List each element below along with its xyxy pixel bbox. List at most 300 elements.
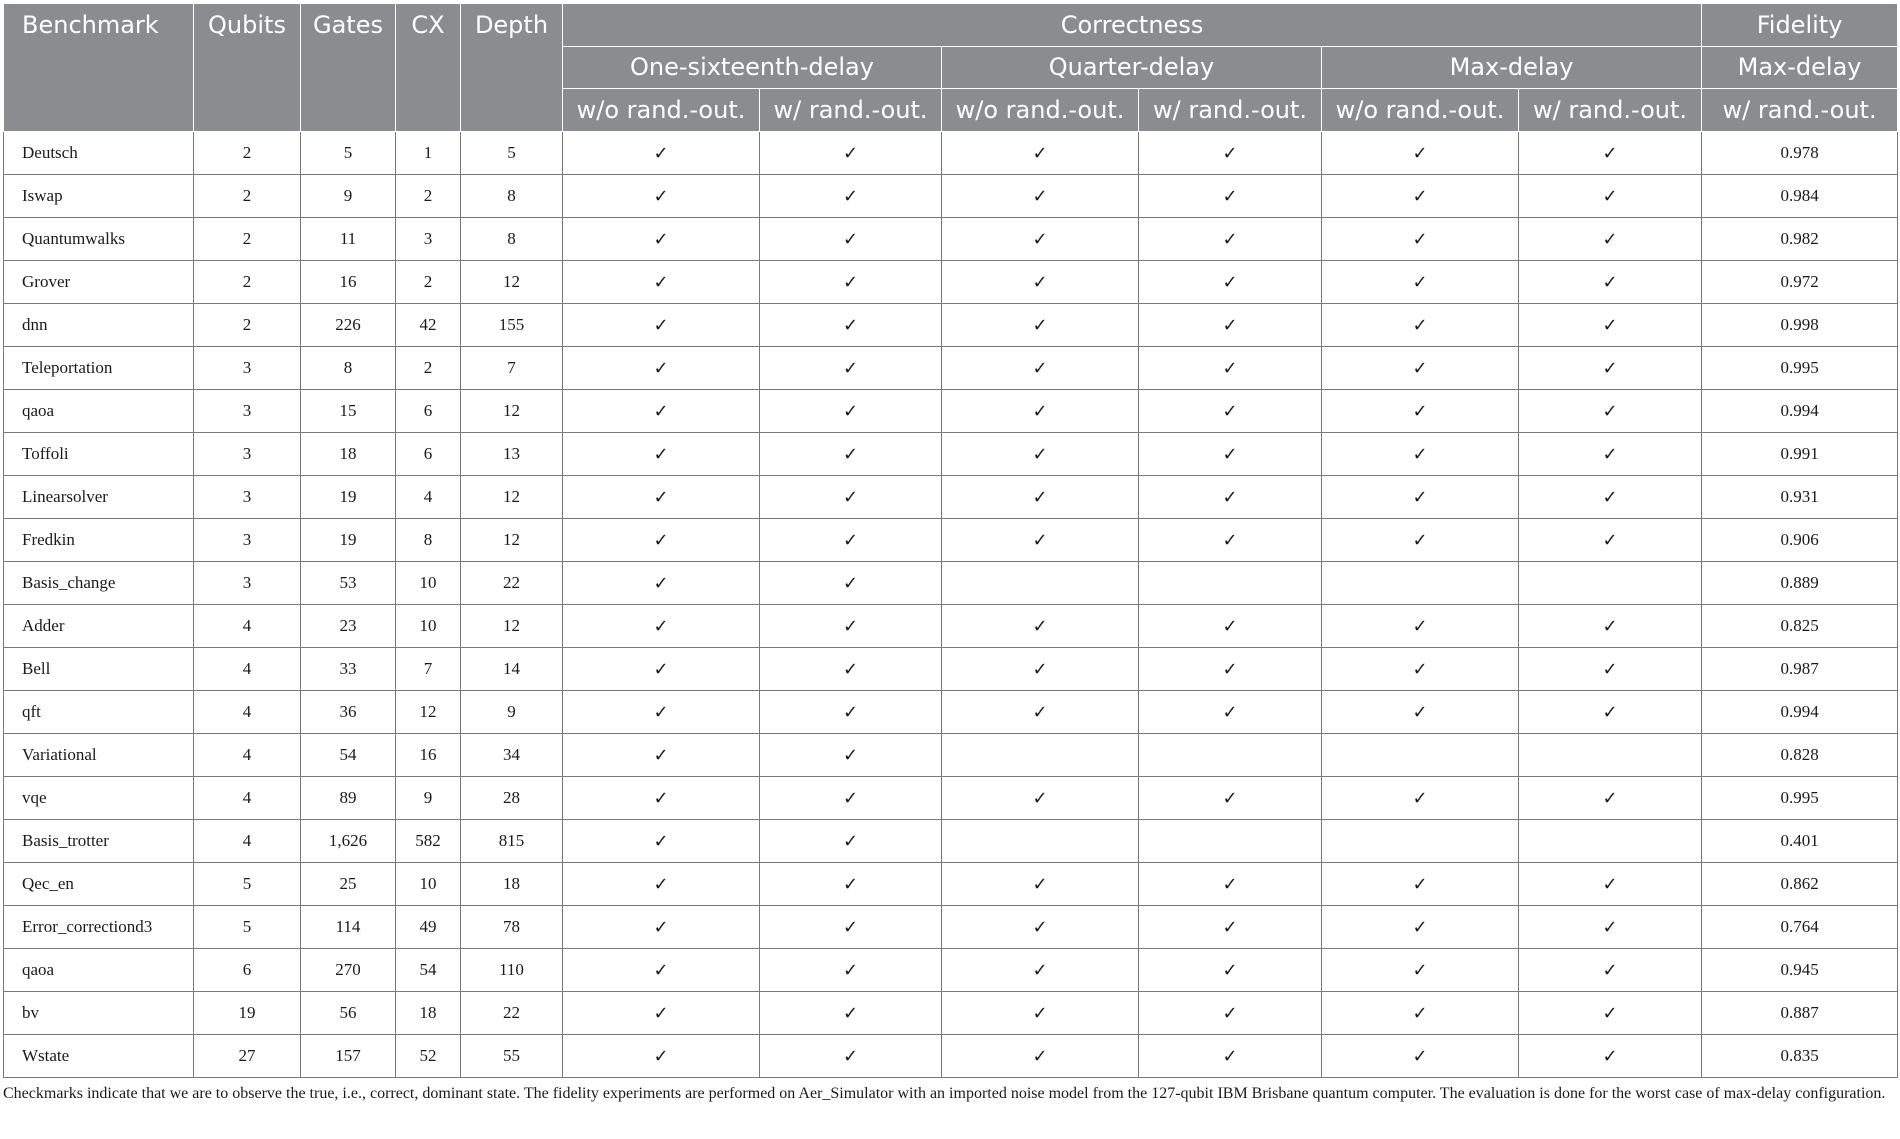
checkmark-icon: ✓ bbox=[1519, 390, 1702, 433]
table-row bbox=[4, 562, 1898, 605]
cell-benchmark: Basis_trotter bbox=[4, 820, 194, 863]
empty-cell bbox=[1139, 562, 1322, 605]
cell-benchmark: Basis_change bbox=[4, 562, 194, 605]
cell-benchmark: Linearsolver bbox=[4, 476, 194, 519]
cell-qubits: 2 bbox=[194, 175, 301, 218]
checkmark-icon: ✓ bbox=[760, 605, 942, 648]
cell-fidelity: 0.835 bbox=[1702, 1035, 1898, 1078]
cell-qubits: 3 bbox=[194, 562, 301, 605]
header-qubits: Qubits bbox=[194, 4, 301, 132]
cell-depth: 34 bbox=[461, 734, 563, 777]
cell-cx: 54 bbox=[396, 949, 461, 992]
cell-cx: 49 bbox=[396, 906, 461, 949]
cell-depth: 110 bbox=[461, 949, 563, 992]
checkmark-icon: ✓ bbox=[942, 304, 1139, 347]
header-group-quarter-delay: Quarter-delay bbox=[942, 47, 1322, 89]
cell-gates: 25 bbox=[301, 863, 396, 906]
checkmark-icon: ✓ bbox=[1139, 648, 1322, 691]
checkmark-icon: ✓ bbox=[760, 476, 942, 519]
checkmark-icon: ✓ bbox=[1519, 777, 1702, 820]
cell-benchmark: Variational bbox=[4, 734, 194, 777]
header-subcol: w/ rand.-out. bbox=[1519, 89, 1702, 132]
header-subcol: w/ rand.-out. bbox=[760, 89, 942, 132]
cell-qubits: 2 bbox=[194, 218, 301, 261]
cell-gates: 19 bbox=[301, 519, 396, 562]
cell-fidelity: 0.972 bbox=[1702, 261, 1898, 304]
cell-cx: 42 bbox=[396, 304, 461, 347]
checkmark-icon: ✓ bbox=[1139, 519, 1322, 562]
checkmark-icon: ✓ bbox=[1139, 1035, 1322, 1078]
cell-cx: 10 bbox=[396, 863, 461, 906]
cell-depth: 8 bbox=[461, 175, 563, 218]
header-depth: Depth bbox=[461, 4, 563, 132]
checkmark-icon: ✓ bbox=[942, 949, 1139, 992]
cell-fidelity: 0.995 bbox=[1702, 777, 1898, 820]
checkmark-icon: ✓ bbox=[760, 820, 942, 863]
table-row bbox=[4, 648, 1898, 691]
cell-depth: 12 bbox=[461, 476, 563, 519]
cell-fidelity: 0.401 bbox=[1702, 820, 1898, 863]
checkmark-icon: ✓ bbox=[563, 519, 760, 562]
cell-cx: 8 bbox=[396, 519, 461, 562]
cell-qubits: 4 bbox=[194, 691, 301, 734]
empty-cell bbox=[1139, 734, 1322, 777]
checkmark-icon: ✓ bbox=[1519, 304, 1702, 347]
cell-benchmark: qaoa bbox=[4, 390, 194, 433]
checkmark-icon: ✓ bbox=[1322, 347, 1519, 390]
cell-benchmark: vqe bbox=[4, 777, 194, 820]
cell-fidelity: 0.825 bbox=[1702, 605, 1898, 648]
cell-cx: 1 bbox=[396, 132, 461, 175]
header-subcol: w/o rand.-out. bbox=[942, 89, 1139, 132]
checkmark-icon: ✓ bbox=[1322, 992, 1519, 1035]
checkmark-icon: ✓ bbox=[942, 1035, 1139, 1078]
checkmark-icon: ✓ bbox=[563, 691, 760, 734]
checkmark-icon: ✓ bbox=[1139, 691, 1322, 734]
checkmark-icon: ✓ bbox=[760, 691, 942, 734]
checkmark-icon: ✓ bbox=[1139, 906, 1322, 949]
checkmark-icon: ✓ bbox=[563, 476, 760, 519]
cell-qubits: 4 bbox=[194, 605, 301, 648]
checkmark-icon: ✓ bbox=[1322, 433, 1519, 476]
checkmark-icon: ✓ bbox=[563, 261, 760, 304]
cell-qubits: 6 bbox=[194, 949, 301, 992]
results-table-container bbox=[3, 3, 1897, 1078]
checkmark-icon: ✓ bbox=[1519, 605, 1702, 648]
checkmark-icon: ✓ bbox=[1519, 949, 1702, 992]
checkmark-icon: ✓ bbox=[1322, 648, 1519, 691]
table-row bbox=[4, 777, 1898, 820]
cell-fidelity: 0.978 bbox=[1702, 132, 1898, 175]
checkmark-icon: ✓ bbox=[563, 949, 760, 992]
cell-fidelity: 0.906 bbox=[1702, 519, 1898, 562]
checkmark-icon: ✓ bbox=[1322, 777, 1519, 820]
cell-qubits: 3 bbox=[194, 347, 301, 390]
checkmark-icon: ✓ bbox=[760, 218, 942, 261]
checkmark-icon: ✓ bbox=[1322, 605, 1519, 648]
checkmark-icon: ✓ bbox=[563, 992, 760, 1035]
cell-cx: 4 bbox=[396, 476, 461, 519]
cell-cx: 7 bbox=[396, 648, 461, 691]
cell-benchmark: Fredkin bbox=[4, 519, 194, 562]
cell-fidelity: 0.987 bbox=[1702, 648, 1898, 691]
checkmark-icon: ✓ bbox=[942, 992, 1139, 1035]
cell-depth: 12 bbox=[461, 261, 563, 304]
checkmark-icon: ✓ bbox=[942, 433, 1139, 476]
cell-qubits: 2 bbox=[194, 261, 301, 304]
cell-depth: 12 bbox=[461, 605, 563, 648]
checkmark-icon: ✓ bbox=[1139, 433, 1322, 476]
checkmark-icon: ✓ bbox=[760, 562, 942, 605]
checkmark-icon: ✓ bbox=[1519, 175, 1702, 218]
table-row bbox=[4, 906, 1898, 949]
cell-gates: 157 bbox=[301, 1035, 396, 1078]
checkmark-icon: ✓ bbox=[942, 648, 1139, 691]
checkmark-icon: ✓ bbox=[942, 691, 1139, 734]
checkmark-icon: ✓ bbox=[942, 476, 1139, 519]
cell-benchmark: Toffoli bbox=[4, 433, 194, 476]
checkmark-icon: ✓ bbox=[1519, 1035, 1702, 1078]
table-row bbox=[4, 304, 1898, 347]
cell-qubits: 2 bbox=[194, 304, 301, 347]
cell-cx: 582 bbox=[396, 820, 461, 863]
cell-fidelity: 0.828 bbox=[1702, 734, 1898, 777]
cell-fidelity: 0.994 bbox=[1702, 390, 1898, 433]
cell-depth: 22 bbox=[461, 562, 563, 605]
header-subcol: w/ rand.-out. bbox=[1139, 89, 1322, 132]
cell-fidelity: 0.862 bbox=[1702, 863, 1898, 906]
checkmark-icon: ✓ bbox=[1139, 132, 1322, 175]
checkmark-icon: ✓ bbox=[1519, 261, 1702, 304]
cell-cx: 12 bbox=[396, 691, 461, 734]
cell-gates: 226 bbox=[301, 304, 396, 347]
checkmark-icon: ✓ bbox=[1322, 132, 1519, 175]
checkmark-icon: ✓ bbox=[1322, 304, 1519, 347]
cell-qubits: 3 bbox=[194, 519, 301, 562]
checkmark-icon: ✓ bbox=[1139, 218, 1322, 261]
empty-cell bbox=[942, 820, 1139, 863]
cell-gates: 15 bbox=[301, 390, 396, 433]
cell-benchmark: Quantumwalks bbox=[4, 218, 194, 261]
empty-cell bbox=[1519, 820, 1702, 863]
cell-qubits: 4 bbox=[194, 734, 301, 777]
checkmark-icon: ✓ bbox=[1322, 949, 1519, 992]
checkmark-icon: ✓ bbox=[760, 390, 942, 433]
cell-benchmark: dnn bbox=[4, 304, 194, 347]
checkmark-icon: ✓ bbox=[760, 734, 942, 777]
checkmark-icon: ✓ bbox=[760, 347, 942, 390]
header-subcol: w/o rand.-out. bbox=[563, 89, 760, 132]
cell-depth: 12 bbox=[461, 519, 563, 562]
checkmark-icon: ✓ bbox=[942, 390, 1139, 433]
checkmark-icon: ✓ bbox=[1322, 218, 1519, 261]
cell-cx: 10 bbox=[396, 562, 461, 605]
cell-fidelity: 0.995 bbox=[1702, 347, 1898, 390]
cell-depth: 7 bbox=[461, 347, 563, 390]
checkmark-icon: ✓ bbox=[563, 863, 760, 906]
cell-fidelity: 0.931 bbox=[1702, 476, 1898, 519]
checkmark-icon: ✓ bbox=[563, 175, 760, 218]
cell-gates: 33 bbox=[301, 648, 396, 691]
checkmark-icon: ✓ bbox=[1322, 1035, 1519, 1078]
checkmark-icon: ✓ bbox=[563, 347, 760, 390]
checkmark-icon: ✓ bbox=[760, 949, 942, 992]
cell-benchmark: Deutsch bbox=[4, 132, 194, 175]
cell-depth: 78 bbox=[461, 906, 563, 949]
checkmark-icon: ✓ bbox=[942, 906, 1139, 949]
checkmark-icon: ✓ bbox=[942, 218, 1139, 261]
checkmark-icon: ✓ bbox=[760, 519, 942, 562]
cell-depth: 9 bbox=[461, 691, 563, 734]
cell-benchmark: qaoa bbox=[4, 949, 194, 992]
checkmark-icon: ✓ bbox=[563, 218, 760, 261]
table-header bbox=[4, 4, 1898, 132]
cell-qubits: 4 bbox=[194, 648, 301, 691]
checkmark-icon: ✓ bbox=[760, 906, 942, 949]
table-row bbox=[4, 433, 1898, 476]
checkmark-icon: ✓ bbox=[760, 777, 942, 820]
cell-gates: 23 bbox=[301, 605, 396, 648]
cell-gates: 8 bbox=[301, 347, 396, 390]
table-row bbox=[4, 992, 1898, 1035]
checkmark-icon: ✓ bbox=[563, 777, 760, 820]
cell-depth: 155 bbox=[461, 304, 563, 347]
checkmark-icon: ✓ bbox=[760, 175, 942, 218]
table-row bbox=[4, 820, 1898, 863]
checkmark-icon: ✓ bbox=[563, 820, 760, 863]
cell-qubits: 3 bbox=[194, 476, 301, 519]
checkmark-icon: ✓ bbox=[563, 605, 760, 648]
cell-cx: 3 bbox=[396, 218, 461, 261]
cell-gates: 16 bbox=[301, 261, 396, 304]
checkmark-icon: ✓ bbox=[563, 390, 760, 433]
checkmark-icon: ✓ bbox=[1519, 218, 1702, 261]
checkmark-icon: ✓ bbox=[1322, 691, 1519, 734]
cell-depth: 55 bbox=[461, 1035, 563, 1078]
checkmark-icon: ✓ bbox=[1322, 519, 1519, 562]
table-row bbox=[4, 863, 1898, 906]
checkmark-icon: ✓ bbox=[760, 304, 942, 347]
cell-cx: 9 bbox=[396, 777, 461, 820]
cell-depth: 18 bbox=[461, 863, 563, 906]
table-row bbox=[4, 949, 1898, 992]
checkmark-icon: ✓ bbox=[563, 433, 760, 476]
cell-benchmark: bv bbox=[4, 992, 194, 1035]
cell-fidelity: 0.982 bbox=[1702, 218, 1898, 261]
cell-benchmark: Teleportation bbox=[4, 347, 194, 390]
cell-cx: 16 bbox=[396, 734, 461, 777]
table-row bbox=[4, 519, 1898, 562]
checkmark-icon: ✓ bbox=[1139, 863, 1322, 906]
cell-cx: 2 bbox=[396, 347, 461, 390]
table-footnote: Checkmarks indicate that we are to observe the true, i.e., correct, dominant state. The fidelity experiments are performed on Aer_Simulator with an imported noise model from the 127-qubit IBM Brisbane quantum computer. The evaluation is done for the worst case of max-delay configuration. bbox=[3, 1085, 1886, 1102]
checkmark-icon: ✓ bbox=[563, 304, 760, 347]
checkmark-icon: ✓ bbox=[942, 175, 1139, 218]
cell-benchmark: Error_correctiond3 bbox=[4, 906, 194, 949]
table-row bbox=[4, 218, 1898, 261]
cell-depth: 5 bbox=[461, 132, 563, 175]
cell-depth: 8 bbox=[461, 218, 563, 261]
empty-cell bbox=[1322, 820, 1519, 863]
checkmark-icon: ✓ bbox=[760, 261, 942, 304]
cell-cx: 6 bbox=[396, 433, 461, 476]
header-subcol: w/o rand.-out. bbox=[1322, 89, 1519, 132]
cell-qubits: 27 bbox=[194, 1035, 301, 1078]
checkmark-icon: ✓ bbox=[760, 132, 942, 175]
cell-depth: 13 bbox=[461, 433, 563, 476]
cell-gates: 270 bbox=[301, 949, 396, 992]
checkmark-icon: ✓ bbox=[563, 734, 760, 777]
empty-cell bbox=[1519, 734, 1702, 777]
checkmark-icon: ✓ bbox=[942, 777, 1139, 820]
cell-qubits: 5 bbox=[194, 863, 301, 906]
checkmark-icon: ✓ bbox=[1139, 390, 1322, 433]
table-row bbox=[4, 1035, 1898, 1078]
cell-cx: 18 bbox=[396, 992, 461, 1035]
cell-gates: 5 bbox=[301, 132, 396, 175]
cell-benchmark: qft bbox=[4, 691, 194, 734]
cell-fidelity: 0.998 bbox=[1702, 304, 1898, 347]
cell-gates: 36 bbox=[301, 691, 396, 734]
checkmark-icon: ✓ bbox=[1139, 992, 1322, 1035]
checkmark-icon: ✓ bbox=[942, 519, 1139, 562]
cell-depth: 12 bbox=[461, 390, 563, 433]
cell-gates: 114 bbox=[301, 906, 396, 949]
checkmark-icon: ✓ bbox=[1322, 261, 1519, 304]
checkmark-icon: ✓ bbox=[1322, 175, 1519, 218]
checkmark-icon: ✓ bbox=[1519, 906, 1702, 949]
checkmark-icon: ✓ bbox=[1519, 992, 1702, 1035]
table-row bbox=[4, 734, 1898, 777]
checkmark-icon: ✓ bbox=[1139, 476, 1322, 519]
header-benchmark: Benchmark bbox=[4, 4, 194, 132]
checkmark-icon: ✓ bbox=[942, 132, 1139, 175]
empty-cell bbox=[942, 734, 1139, 777]
checkmark-icon: ✓ bbox=[1139, 949, 1322, 992]
cell-benchmark: Adder bbox=[4, 605, 194, 648]
checkmark-icon: ✓ bbox=[760, 863, 942, 906]
checkmark-icon: ✓ bbox=[1519, 476, 1702, 519]
header-group-one-sixteenth-delay: One-sixteenth-delay bbox=[563, 47, 942, 89]
table-row bbox=[4, 476, 1898, 519]
cell-fidelity: 0.889 bbox=[1702, 562, 1898, 605]
cell-qubits: 5 bbox=[194, 906, 301, 949]
checkmark-icon: ✓ bbox=[760, 1035, 942, 1078]
cell-fidelity: 0.984 bbox=[1702, 175, 1898, 218]
checkmark-icon: ✓ bbox=[1139, 261, 1322, 304]
cell-gates: 53 bbox=[301, 562, 396, 605]
cell-benchmark: Grover bbox=[4, 261, 194, 304]
checkmark-icon: ✓ bbox=[563, 906, 760, 949]
checkmark-icon: ✓ bbox=[1139, 175, 1322, 218]
table-row bbox=[4, 175, 1898, 218]
table-row bbox=[4, 132, 1898, 175]
empty-cell bbox=[1519, 562, 1702, 605]
header-fidelity: Fidelity bbox=[1702, 4, 1898, 47]
cell-gates: 9 bbox=[301, 175, 396, 218]
table-row bbox=[4, 261, 1898, 304]
checkmark-icon: ✓ bbox=[942, 347, 1139, 390]
checkmark-icon: ✓ bbox=[1519, 347, 1702, 390]
header-fidelity-group-max-delay: Max-delay bbox=[1702, 47, 1898, 89]
table-body bbox=[4, 132, 1898, 1078]
table-row bbox=[4, 347, 1898, 390]
header-fidelity-subcol: w/ rand.-out. bbox=[1702, 89, 1898, 132]
cell-qubits: 4 bbox=[194, 777, 301, 820]
checkmark-icon: ✓ bbox=[942, 863, 1139, 906]
checkmark-icon: ✓ bbox=[1322, 906, 1519, 949]
header-group-max-delay: Max-delay bbox=[1322, 47, 1702, 89]
checkmark-icon: ✓ bbox=[1519, 648, 1702, 691]
cell-gates: 18 bbox=[301, 433, 396, 476]
empty-cell bbox=[1139, 820, 1322, 863]
cell-depth: 815 bbox=[461, 820, 563, 863]
cell-depth: 22 bbox=[461, 992, 563, 1035]
cell-depth: 14 bbox=[461, 648, 563, 691]
cell-fidelity: 0.991 bbox=[1702, 433, 1898, 476]
cell-gates: 1,626 bbox=[301, 820, 396, 863]
checkmark-icon: ✓ bbox=[1519, 132, 1702, 175]
cell-cx: 52 bbox=[396, 1035, 461, 1078]
checkmark-icon: ✓ bbox=[760, 992, 942, 1035]
checkmark-icon: ✓ bbox=[1139, 304, 1322, 347]
checkmark-icon: ✓ bbox=[563, 132, 760, 175]
empty-cell bbox=[1322, 562, 1519, 605]
cell-qubits: 3 bbox=[194, 390, 301, 433]
cell-benchmark: Iswap bbox=[4, 175, 194, 218]
table-row bbox=[4, 691, 1898, 734]
empty-cell bbox=[942, 562, 1139, 605]
empty-cell bbox=[1322, 734, 1519, 777]
checkmark-icon: ✓ bbox=[942, 261, 1139, 304]
cell-gates: 19 bbox=[301, 476, 396, 519]
checkmark-icon: ✓ bbox=[1322, 476, 1519, 519]
checkmark-icon: ✓ bbox=[760, 648, 942, 691]
checkmark-icon: ✓ bbox=[1519, 433, 1702, 476]
cell-qubits: 2 bbox=[194, 132, 301, 175]
cell-cx: 6 bbox=[396, 390, 461, 433]
cell-benchmark: Qec_en bbox=[4, 863, 194, 906]
cell-cx: 2 bbox=[396, 175, 461, 218]
cell-fidelity: 0.887 bbox=[1702, 992, 1898, 1035]
checkmark-icon: ✓ bbox=[1139, 347, 1322, 390]
cell-qubits: 4 bbox=[194, 820, 301, 863]
cell-fidelity: 0.764 bbox=[1702, 906, 1898, 949]
cell-gates: 11 bbox=[301, 218, 396, 261]
cell-fidelity: 0.994 bbox=[1702, 691, 1898, 734]
results-table bbox=[3, 3, 1898, 1078]
checkmark-icon: ✓ bbox=[1322, 390, 1519, 433]
cell-fidelity: 0.945 bbox=[1702, 949, 1898, 992]
cell-cx: 10 bbox=[396, 605, 461, 648]
checkmark-icon: ✓ bbox=[563, 1035, 760, 1078]
table-row bbox=[4, 390, 1898, 433]
cell-benchmark: Wstate bbox=[4, 1035, 194, 1078]
header-cx: CX bbox=[396, 4, 461, 132]
cell-benchmark: Bell bbox=[4, 648, 194, 691]
checkmark-icon: ✓ bbox=[563, 648, 760, 691]
checkmark-icon: ✓ bbox=[760, 433, 942, 476]
cell-qubits: 19 bbox=[194, 992, 301, 1035]
checkmark-icon: ✓ bbox=[1139, 777, 1322, 820]
checkmark-icon: ✓ bbox=[1519, 863, 1702, 906]
table-row bbox=[4, 605, 1898, 648]
checkmark-icon: ✓ bbox=[1322, 863, 1519, 906]
cell-gates: 54 bbox=[301, 734, 396, 777]
checkmark-icon: ✓ bbox=[563, 562, 760, 605]
cell-gates: 56 bbox=[301, 992, 396, 1035]
cell-cx: 2 bbox=[396, 261, 461, 304]
